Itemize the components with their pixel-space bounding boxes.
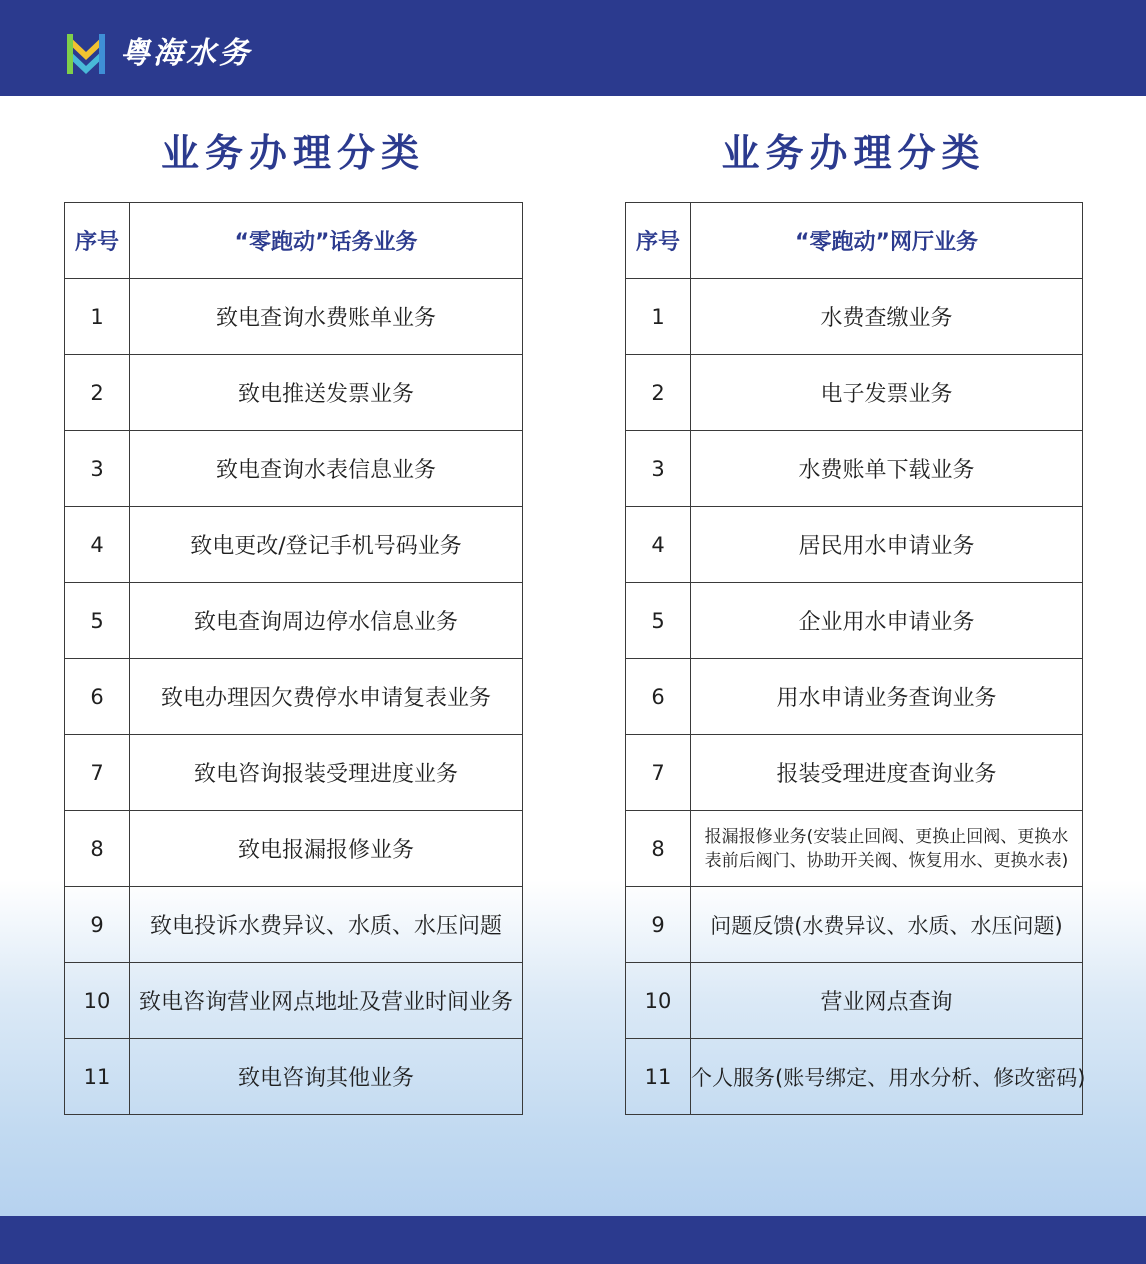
header-service: “零跑动”话务业务 xyxy=(130,203,523,279)
table-row xyxy=(626,279,1083,355)
row-number: 5 xyxy=(626,583,691,659)
row-number: 7 xyxy=(626,735,691,811)
table-header-row xyxy=(626,203,1083,279)
table-row xyxy=(626,355,1083,431)
row-service: 报漏报修业务(安装止回阀、更换止回阀、更换水表前后阀门、协助开关阀、恢复用水、更换水表) xyxy=(691,811,1083,887)
row-service: 个人服务(账号绑定、用水分析、修改密码) xyxy=(691,1039,1083,1115)
table-row xyxy=(626,507,1083,583)
row-number: 7 xyxy=(65,735,130,811)
row-number: 6 xyxy=(626,659,691,735)
row-number: 9 xyxy=(65,887,130,963)
table-row xyxy=(65,583,523,659)
table-row xyxy=(65,659,523,735)
row-number: 4 xyxy=(65,507,130,583)
row-service: 致电报漏报修业务 xyxy=(130,811,523,887)
row-service: 水费账单下载业务 xyxy=(691,431,1083,507)
row-service: 致电办理因欠费停水申请复表业务 xyxy=(130,659,523,735)
row-number: 1 xyxy=(65,279,130,355)
table-row xyxy=(65,1039,523,1115)
row-service: 居民用水申请业务 xyxy=(691,507,1083,583)
row-number: 5 xyxy=(65,583,130,659)
row-service: 致电咨询报装受理进度业务 xyxy=(130,735,523,811)
row-number: 6 xyxy=(65,659,130,735)
row-service: 致电更改/登记手机号码业务 xyxy=(130,507,523,583)
row-service: 营业网点查询 xyxy=(691,963,1083,1039)
row-number: 1 xyxy=(626,279,691,355)
row-number: 11 xyxy=(65,1039,130,1115)
table-row xyxy=(626,659,1083,735)
table-row xyxy=(65,963,523,1039)
row-service: 报装受理进度查询业务 xyxy=(691,735,1083,811)
row-number: 2 xyxy=(65,355,130,431)
row-service: 致电咨询其他业务 xyxy=(130,1039,523,1115)
row-number: 10 xyxy=(626,963,691,1039)
row-service: 问题反馈(水费异议、水质、水压问题) xyxy=(691,887,1083,963)
right-table xyxy=(625,202,1086,1115)
left-table xyxy=(64,202,523,1115)
row-service: 致电查询水费账单业务 xyxy=(130,279,523,355)
row-number: 11 xyxy=(626,1039,691,1115)
table-row xyxy=(65,735,523,811)
row-number: 10 xyxy=(65,963,130,1039)
header-number: 序号 xyxy=(626,203,691,279)
table-row xyxy=(626,963,1083,1039)
row-service: 致电查询水表信息业务 xyxy=(130,431,523,507)
row-number: 8 xyxy=(65,811,130,887)
row-service: 致电查询周边停水信息业务 xyxy=(130,583,523,659)
logo-icon xyxy=(64,30,108,78)
row-service: 致电咨询营业网点地址及营业时间业务 xyxy=(130,963,523,1039)
table-row xyxy=(626,811,1083,887)
header-bar xyxy=(0,0,1146,96)
row-number: 3 xyxy=(65,431,130,507)
row-service: 致电推送发票业务 xyxy=(130,355,523,431)
brand-name: 粤海水务 xyxy=(120,36,252,71)
row-number: 3 xyxy=(626,431,691,507)
row-service: 企业用水申请业务 xyxy=(691,583,1083,659)
table-row xyxy=(626,887,1083,963)
footer-bar xyxy=(0,1216,1146,1264)
row-service: 电子发票业务 xyxy=(691,355,1083,431)
left-table-title: 业务办理分类 xyxy=(160,131,425,175)
row-service: 用水申请业务查询业务 xyxy=(691,659,1083,735)
row-number: 9 xyxy=(626,887,691,963)
table-row xyxy=(626,735,1083,811)
table-row xyxy=(65,887,523,963)
row-number: 4 xyxy=(626,507,691,583)
table-row xyxy=(626,431,1083,507)
table-row xyxy=(65,279,523,355)
row-number: 2 xyxy=(626,355,691,431)
header-service: “零跑动”网厅业务 xyxy=(691,203,1083,279)
table-header-row xyxy=(65,203,523,279)
header-number: 序号 xyxy=(65,203,130,279)
table-row xyxy=(65,507,523,583)
row-number: 8 xyxy=(626,811,691,887)
row-service: 水费查缴业务 xyxy=(691,279,1083,355)
row-service: 致电投诉水费异议、水质、水压问题 xyxy=(130,887,523,963)
table-row xyxy=(65,355,523,431)
right-table-title: 业务办理分类 xyxy=(721,131,986,175)
table-row xyxy=(626,583,1083,659)
table-row xyxy=(65,431,523,507)
table-row xyxy=(626,1039,1083,1115)
table-row xyxy=(65,811,523,887)
